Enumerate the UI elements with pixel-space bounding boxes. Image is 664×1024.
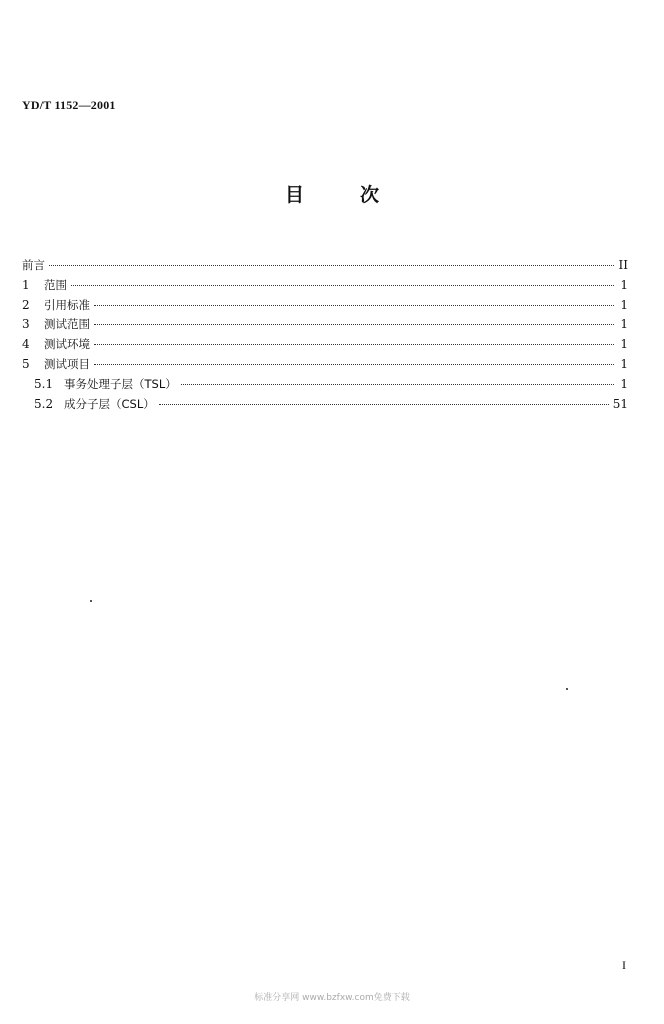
toc-leader-dots: [94, 323, 614, 325]
table-of-contents: [22, 256, 628, 414]
toc-entry-page: 1: [620, 317, 628, 332]
toc-entry-5-1[interactable]: [22, 375, 628, 395]
toc-title-char-2: 次: [360, 184, 380, 206]
document-code: YD/T 1152—2001: [22, 98, 116, 112]
toc-title: [0, 180, 664, 207]
toc-entry-page: II: [618, 258, 628, 272]
toc-leader-dots: [94, 343, 614, 345]
toc-leader-dots: [94, 304, 614, 306]
toc-entry-page: 51: [612, 396, 628, 411]
toc-entry-label: 事务处理子层（TSL）: [64, 376, 177, 391]
toc-entry-page: 1: [620, 356, 628, 371]
toc-leader-dots: [49, 264, 614, 266]
toc-entry-number: 2: [22, 297, 30, 312]
toc-entry-label: 测试环境: [44, 337, 90, 352]
toc-entry-number: 5: [22, 356, 30, 371]
toc-entry-label: 测试范围: [44, 317, 90, 332]
scan-speck: [90, 600, 92, 602]
toc-leader-dots: [181, 383, 614, 385]
toc-entry-5-2[interactable]: [22, 395, 628, 415]
toc-entry-4[interactable]: [22, 335, 628, 355]
toc-entry-label: 范围: [44, 277, 67, 292]
toc-leader-dots: [71, 284, 614, 286]
toc-entry-label: 成分子层（CSL）: [64, 396, 155, 411]
toc-entry-page: 1: [620, 277, 628, 292]
toc-entry-1[interactable]: [22, 276, 628, 296]
toc-entry-page: 1: [620, 297, 628, 312]
toc-entry-foreword[interactable]: [22, 256, 628, 276]
toc-entry-number: 3: [22, 317, 30, 332]
scan-speck: [566, 688, 568, 690]
toc-entry-page: 1: [620, 376, 628, 391]
toc-entry-2[interactable]: [22, 296, 628, 316]
toc-entry-number: 4: [22, 337, 30, 352]
watermark: 标准分享网 www.bzfxw.com免费下载: [254, 993, 410, 1003]
toc-entry-number: 1: [22, 277, 30, 292]
page-number: I: [622, 958, 626, 972]
toc-entry-label: 测试项目: [44, 356, 90, 371]
toc-title-char-1: 目: [284, 184, 304, 206]
toc-entry-label: 引用标准: [44, 297, 90, 312]
toc-entry-number: 5.2: [34, 396, 54, 411]
toc-entry-5[interactable]: [22, 355, 628, 375]
toc-entry-page: 1: [620, 337, 628, 352]
toc-leader-dots: [159, 403, 609, 405]
toc-entry-number: 5.1: [34, 376, 54, 391]
toc-leader-dots: [94, 363, 614, 365]
toc-entry-3[interactable]: [22, 315, 628, 335]
toc-entry-label: 前言: [22, 258, 45, 272]
